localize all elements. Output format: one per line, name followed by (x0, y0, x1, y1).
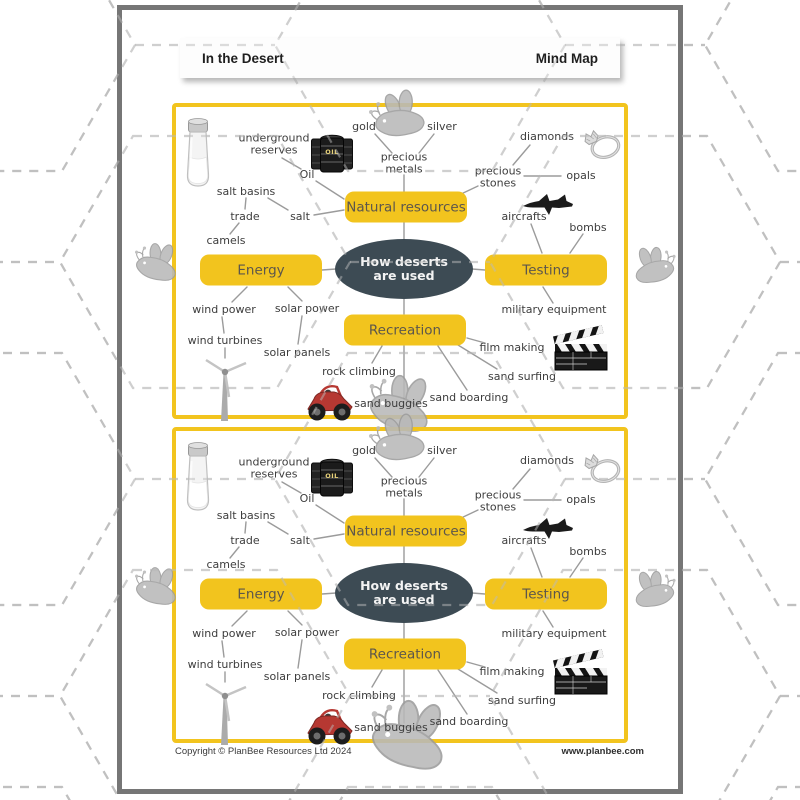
label-opals: opals (566, 168, 596, 182)
label-salt: salt (290, 533, 310, 547)
mind-map-frame (172, 103, 628, 419)
central-topic-node: How deserts are used (335, 239, 473, 299)
label-precious-metals: precious metals (380, 474, 428, 500)
salt-shaker-icon (178, 441, 218, 515)
bee-icon (126, 235, 188, 294)
label-oil: Oil (299, 167, 315, 181)
label-solar-power: solar power (274, 301, 340, 315)
wind-turbine-icon (202, 681, 248, 747)
node-recreation: Recreation (344, 315, 466, 346)
label-underground-reserves: underground reserves (238, 131, 310, 157)
central-topic-node: How deserts are used (335, 563, 473, 623)
label-solar-power: solar power (274, 625, 340, 639)
label-gold: gold (352, 119, 376, 133)
node-energy: Energy (200, 255, 322, 286)
clapperboard-icon (553, 325, 609, 371)
label-diamonds: diamonds (520, 129, 574, 143)
website-text: www.planbee.com (561, 746, 644, 757)
label-military-equipment: military equipment (501, 626, 607, 640)
label-wind-turbines: wind turbines (187, 657, 263, 671)
label-trade: trade (230, 533, 260, 547)
page-subtitle: Mind Map (535, 50, 598, 66)
sand-buggy-icon (304, 379, 356, 423)
label-opals: opals (566, 492, 596, 506)
label-wind-power: wind power (192, 302, 256, 316)
label-salt-basins: salt basins (216, 184, 276, 198)
oil-barrel-label: OIL (325, 472, 339, 480)
label-wind-turbines: wind turbines (187, 333, 263, 347)
label-precious-stones: precious stones (474, 164, 522, 190)
label-underground-reserves: underground reserves (238, 455, 310, 481)
label-camels: camels (206, 557, 246, 571)
node-recreation: Recreation (344, 639, 466, 670)
salt-shaker-icon (178, 117, 218, 191)
label-oil: Oil (299, 491, 315, 505)
label-gold: gold (352, 443, 376, 457)
label-precious-metals: precious metals (380, 150, 428, 176)
page-title-bar (180, 38, 620, 78)
diamond-ring-icon (580, 128, 624, 162)
label-salt-basins: salt basins (216, 508, 276, 522)
node-natural-resources: Natural resources (345, 192, 467, 223)
node-testing: Testing (485, 255, 607, 286)
bee-icon (126, 559, 188, 618)
label-sand-surfing: sand surfing (487, 369, 557, 383)
label-sand-buggies: sand buggies (354, 720, 428, 734)
diamond-ring-icon (580, 452, 624, 486)
label-film-making: film making (479, 664, 545, 678)
label-rock-climbing: rock climbing (322, 364, 396, 378)
label-aircrafts: aircrafts (501, 533, 547, 547)
label-silver: silver (427, 119, 457, 133)
label-silver: silver (427, 443, 457, 457)
label-bombs: bombs (569, 220, 607, 234)
label-precious-stones: precious stones (474, 488, 522, 514)
label-bombs: bombs (569, 544, 607, 558)
wind-turbine-icon (202, 357, 248, 423)
sand-buggy-icon (304, 703, 356, 747)
worksheet-page (117, 5, 683, 794)
label-rock-climbing: rock climbing (322, 688, 396, 702)
label-diamonds: diamonds (520, 453, 574, 467)
label-solar-panels: solar panels (263, 669, 331, 683)
node-energy: Energy (200, 579, 322, 610)
bee-icon (624, 236, 683, 299)
label-camels: camels (206, 233, 246, 247)
label-sand-buggies: sand buggies (354, 396, 428, 410)
label-military-equipment: military equipment (501, 302, 607, 316)
clapperboard-icon (553, 649, 609, 695)
oil-barrel-label: OIL (325, 148, 339, 156)
label-sand-boarding: sand boarding (429, 390, 509, 404)
node-natural-resources: Natural resources (345, 516, 467, 547)
page-title: In the Desert (202, 50, 284, 66)
label-trade: trade (230, 209, 260, 223)
copyright-text: Copyright © PlanBee Resources Ltd 2024 (175, 746, 352, 757)
label-sand-boarding: sand boarding (429, 714, 509, 728)
label-sand-surfing: sand surfing (487, 693, 557, 707)
label-wind-power: wind power (192, 626, 256, 640)
label-salt: salt (290, 209, 310, 223)
label-solar-panels: solar panels (263, 345, 331, 359)
label-film-making: film making (479, 340, 545, 354)
bee-icon (624, 560, 683, 623)
node-testing: Testing (485, 579, 607, 610)
label-aircrafts: aircrafts (501, 209, 547, 223)
mind-map-frame (172, 427, 628, 743)
